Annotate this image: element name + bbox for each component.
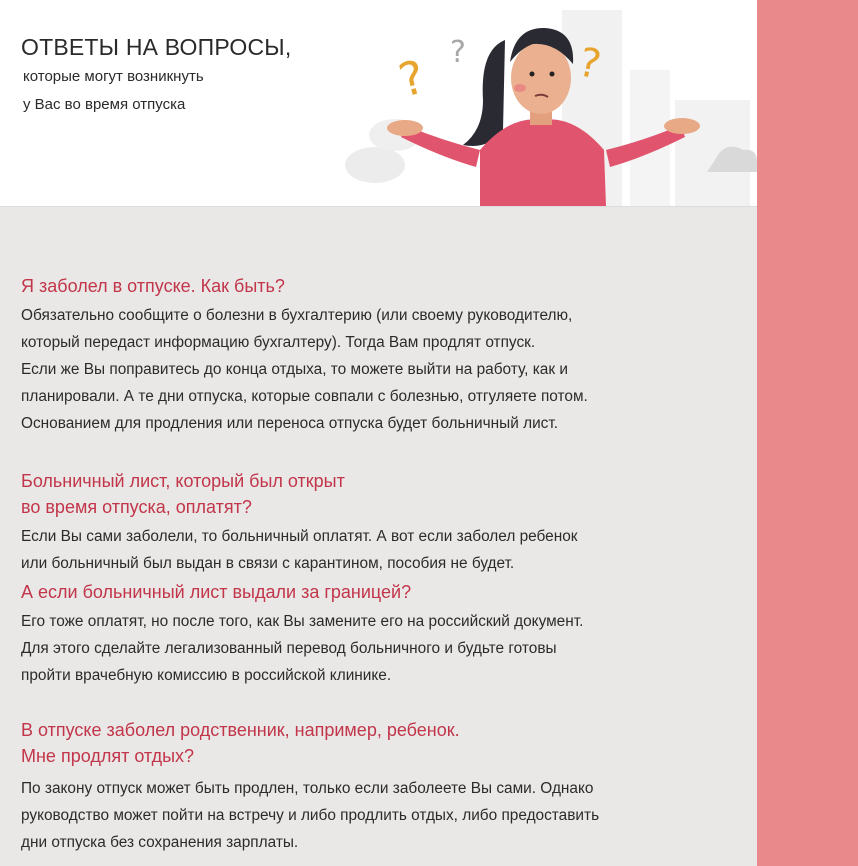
eye	[550, 72, 555, 77]
left-hand	[387, 120, 423, 136]
hair-back	[463, 40, 505, 146]
faq-question-2	[21, 468, 345, 520]
faq-question-line: А если больничный лист выдали за границей?	[21, 582, 412, 602]
faq-answer-line: или больничный был выдан в связи с карантином, пособия не будет.	[21, 555, 515, 572]
faq-answer-4	[21, 775, 599, 856]
faq-answer-line: Основанием для продления или переноса отпуска будет больничный лист.	[21, 415, 558, 432]
question-mark-icon: ?	[393, 49, 431, 108]
faq-answer-line: который передаст информацию бухгалтеру). Тогда Вам продлят отпуск.	[21, 334, 536, 351]
faq-answer-line: По закону отпуск может быть продлен, только если заболеете Вы сами. Однако	[21, 780, 594, 797]
right-hand	[664, 118, 700, 134]
page-subtitle-line-1: которые могут возникнуть	[23, 68, 204, 85]
plant-leaf	[345, 147, 405, 183]
faq-question-line: Мне продлят отдых?	[21, 746, 195, 766]
faq-answer-line: Для этого сделайте легализованный перевод больничного и будьте готовы	[21, 640, 557, 657]
faq-question-line: во время отпуска, оплатят?	[21, 497, 252, 517]
page-subtitle-line-2: у Вас во время отпуска	[23, 96, 186, 113]
shrugging-woman-illustration	[330, 0, 757, 206]
faq-answer-line: Обязательно сообщите о болезни в бухгалтерию (или своему руководителю,	[21, 307, 573, 324]
faq-content	[0, 207, 757, 866]
faq-answer-2	[21, 523, 578, 577]
faq-answer-1	[21, 302, 588, 437]
cheek	[514, 84, 526, 92]
faq-question-line: В отпуске заболел родственник, например, ребенок.	[21, 720, 460, 740]
faq-answer-line: Если же Вы поправитесь до конца отдыха, то можете выйти на работу, как и	[21, 361, 568, 378]
faq-question-1	[21, 273, 285, 299]
faq-question-line: Больничный лист, который был открыт	[21, 471, 345, 491]
faq-answer-line: пройти врачебную комиссию в российской клинике.	[21, 667, 392, 684]
faq-answer-line: руководство может пойти на встречу и либо продлить отдых, либо предоставить	[21, 807, 600, 824]
faq-answer-line: дни отпуска без сохранения зарплаты.	[21, 834, 299, 851]
eye	[530, 72, 535, 77]
faq-answer-line: Если Вы сами заболели, то больничный оплатят. А вот если заболел ребенок	[21, 528, 578, 545]
faq-question-3	[21, 579, 411, 605]
faq-question-line: Я заболел в отпуске. Как быть?	[21, 276, 285, 296]
faq-question-4	[21, 717, 460, 769]
question-mark-icon: ?	[574, 39, 605, 89]
faq-answer-line: Его тоже оплатят, но после того, как Вы замените его на российский документ.	[21, 613, 584, 630]
question-mark-icon: ?	[450, 35, 466, 70]
header-banner	[0, 0, 757, 207]
page-title: ОТВЕТЫ НА ВОПРОСЫ,	[21, 34, 292, 60]
decorative-side-band	[757, 0, 858, 866]
faq-answer-line: планировали. А те дни отпуска, которые совпали с болезнью, отгуляете потом.	[21, 388, 588, 405]
faq-answer-3	[21, 608, 583, 689]
